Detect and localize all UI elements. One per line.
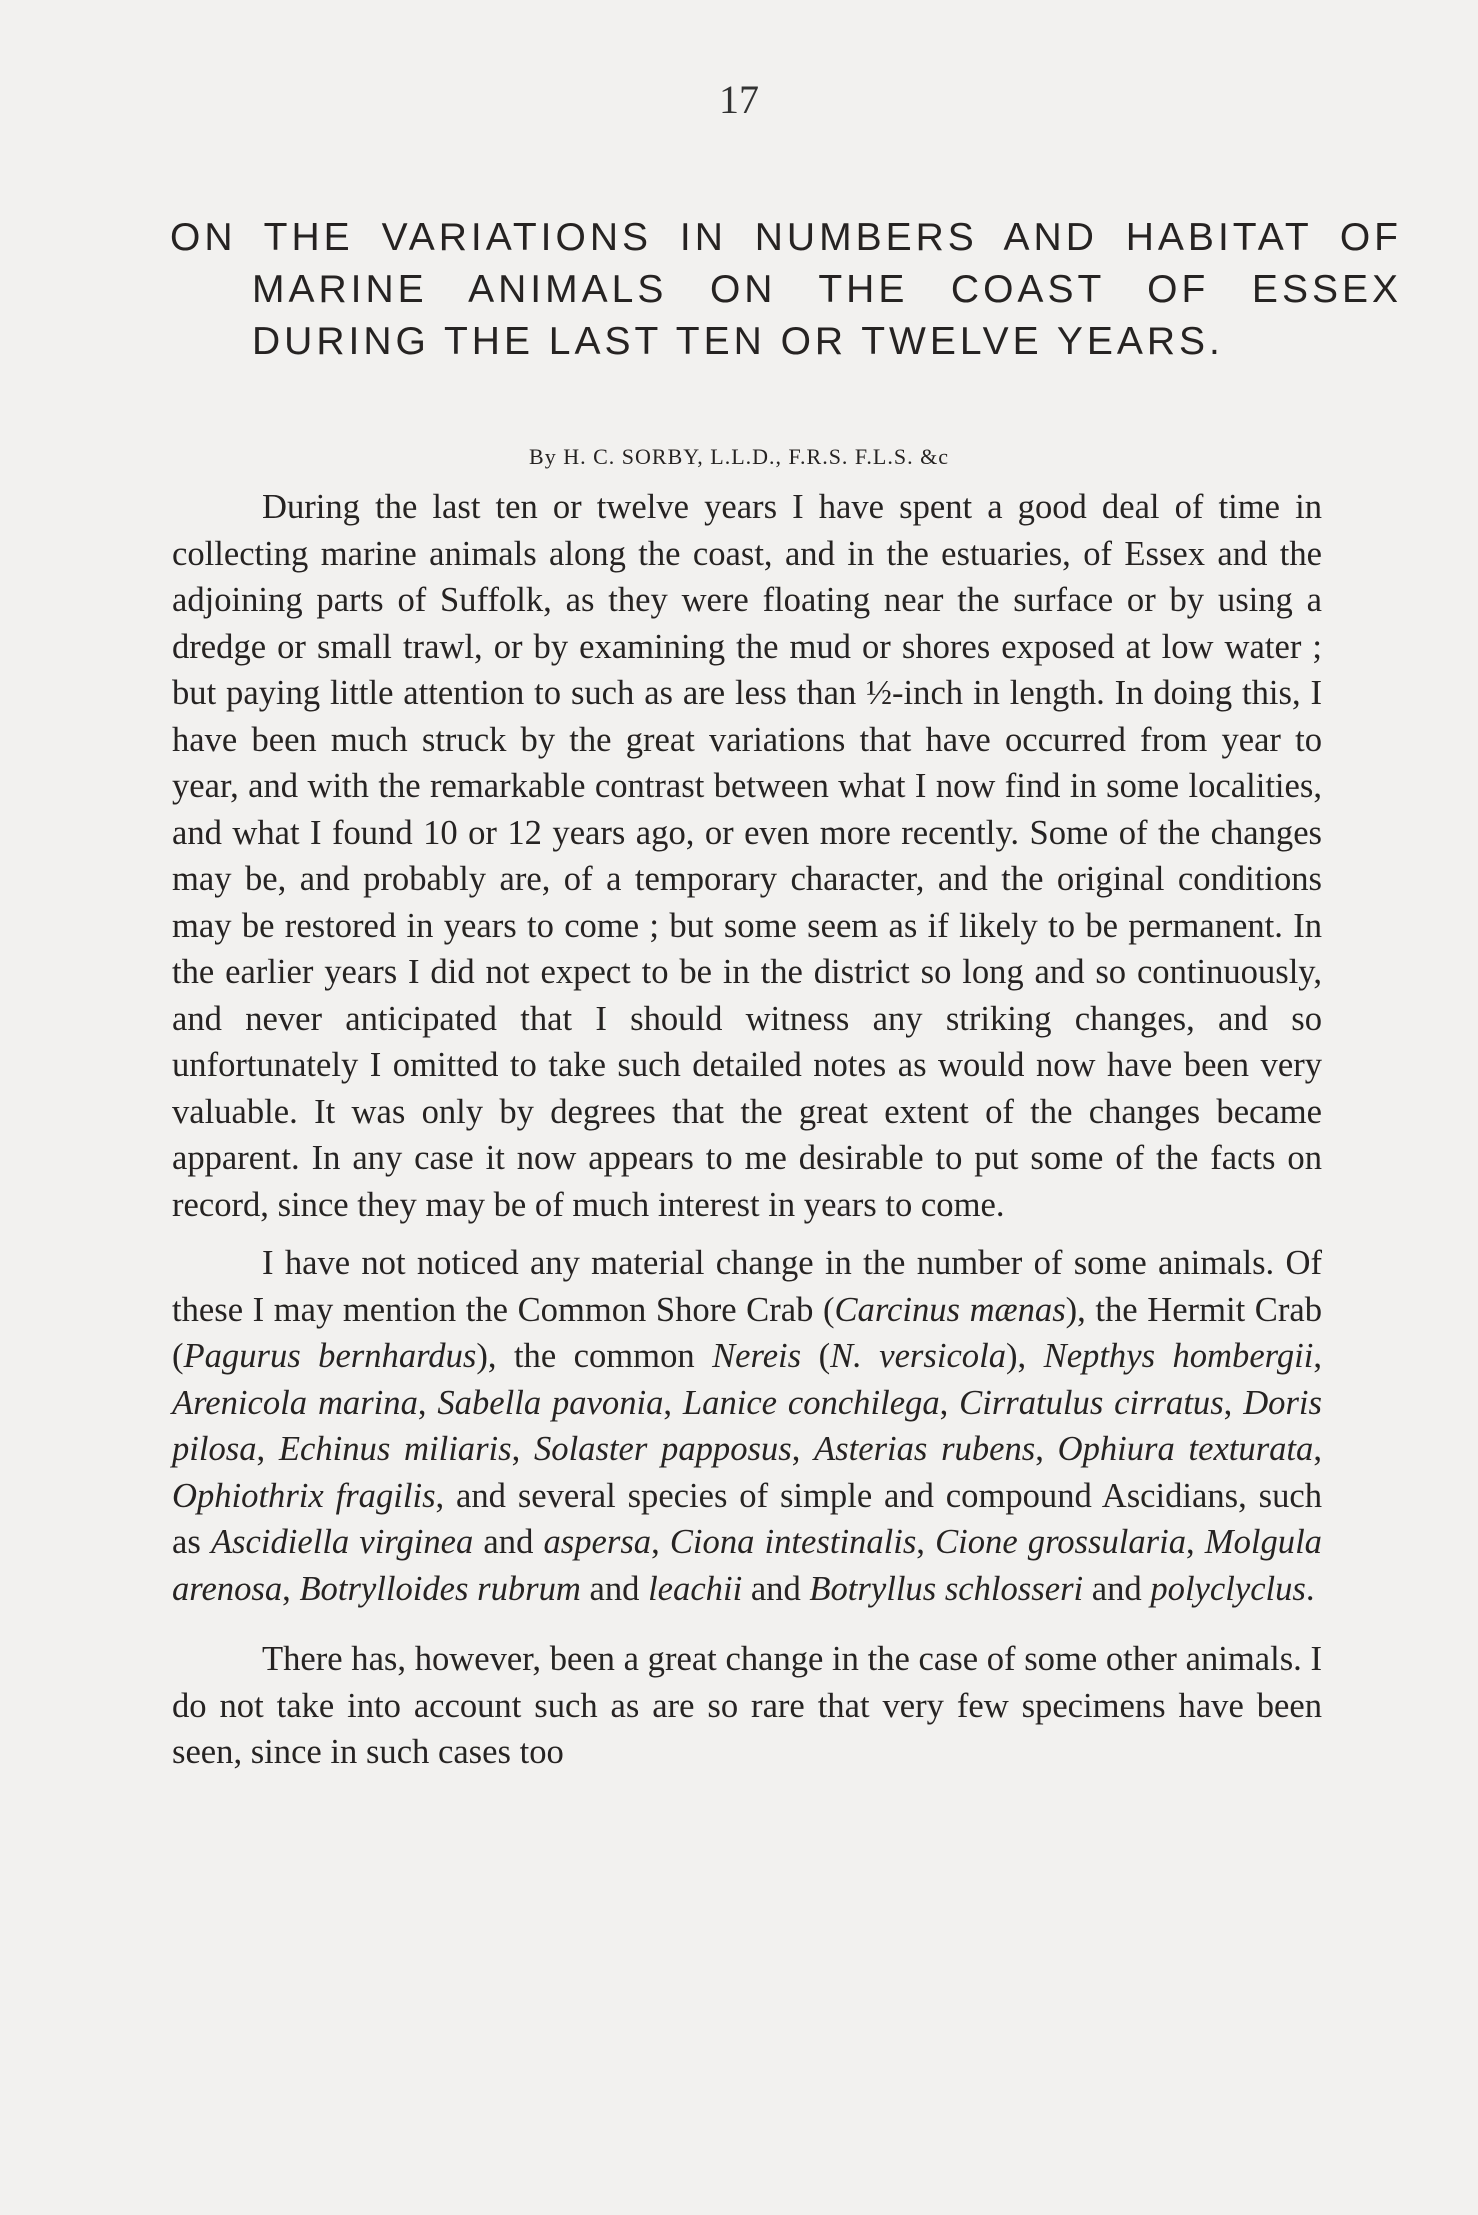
species-name: Botryllus schlosseri [809,1569,1084,1608]
species-name: leachii [648,1569,743,1608]
species-name: Echinus miliaris [278,1430,512,1468]
text-run: ( [801,1337,831,1375]
text-run: , [651,1523,670,1561]
text-run: , [1313,1430,1322,1468]
text-run: ), the Hermit Crab ( [172,1290,1322,1375]
species-name: Cione grossularia [935,1523,1187,1561]
author-byline: By H. C. SORBY, L.L.D., F.R.S. F.L.S. &c [529,444,949,469]
text-run: and [742,1569,810,1608]
text-run: , [282,1569,300,1608]
text-run: , [663,1383,683,1422]
species-name: Ophiura texturata [1057,1430,1314,1468]
text-run: ), [1006,1337,1044,1375]
text-run: , [939,1383,960,1422]
species-name: Arenicola marina [172,1383,418,1422]
species-name: Ascidiella virginea [210,1523,474,1561]
species-name: Botrylloides rubrum [299,1569,581,1608]
species-name: aspersa [543,1523,652,1561]
text-run: and [580,1569,649,1608]
text-run: , [791,1430,815,1468]
paragraph-3: There has, however, been a great change in the case of some other animals. I do not take into account such as are so rare that very few specimens have been seen, since in such cases too [172,1640,1322,1771]
article-body [172,484,1322,1776]
article-title: ON THE VARIATIONS IN NUMBERS AND HABITAT OF MARINE ANIMALS ON THE COAST OF ESSEX DURING THE LAST TEN OR TWELVE YEARS. [170,216,1402,363]
species-name: Lanice conchilega [682,1383,940,1422]
species-name: polyclyclus [1150,1569,1306,1608]
species-name: Pagurus bernhardus [183,1337,477,1375]
text-run: , [1313,1337,1322,1375]
species-name: Asterias rubens [814,1430,1036,1468]
species-name: Doris pilosa [172,1383,1322,1468]
text-run: , [511,1430,534,1468]
page-number: 17 [719,77,759,122]
text-run: , [1186,1523,1205,1561]
species-name: Solaster papposus [533,1430,792,1468]
text-run: , [916,1523,936,1561]
text-run: and [1083,1569,1151,1608]
species-name: Nereis [712,1337,802,1375]
text-run: ), the common [476,1337,713,1375]
text-run: , and several species of simple and compound Ascidians, such as [172,1476,1322,1561]
species-name: Ciona intestinalis [669,1523,917,1561]
species-name: Nepthys hombergii [1043,1337,1314,1375]
text-run: . [1305,1569,1315,1608]
text-run: , [417,1383,438,1422]
species-name: Ophiothrix fragilis [172,1476,436,1515]
text-run: , [1035,1430,1058,1468]
paragraph-1: During the last ten or twelve years I have spent a good deal of time in collecting marine animals along the coast, and in the estuaries, of Essex and the adjoining parts of Suffolk, as they were floating near the surface or by using a dredge or small trawl, or by examining the mud or shores exposed at low water ; but paying little attention to such as are less than ½-inch in length. In doing this, I have been much struck by the great variations that have occurred from year to year, and with the remarkable contrast between what I now find in some localities, and what I found 10 or 12 years ago, or even more recently. Some of the changes may be, and probably are, of a temporary character, and the original conditions may be restored in years to come ; but some seem as if likely to be permanent. In the earlier years I did not expect to be in the district so long and so continuously, and never anticipated that I should witness any striking changes, and so unfortunately I omitted to take such detailed notes as would now have been very valuable. It was only by degrees that the great extent of the changes became apparent. In any case it now appears to me desirable to put some of the facts on record, since they may be of much interest in years to come. [172,488,1322,1224]
text-run: , [256,1430,279,1468]
species-name: N. versicola [830,1337,1006,1375]
species-name: Carcinus mænas [834,1290,1066,1329]
text-run: and [473,1523,544,1561]
species-name: Molgula arenosa [172,1523,1322,1608]
text-run: , [1223,1383,1244,1422]
species-name: Cirratulus cirratus [959,1383,1224,1422]
text-run: I have not noticed any material change in the number of some animals. Of these I may mention the Common Shore Crab ( [172,1244,1322,1329]
paragraph-2 [172,1240,1322,1612]
species-name: Sabella pavonia [437,1383,664,1422]
